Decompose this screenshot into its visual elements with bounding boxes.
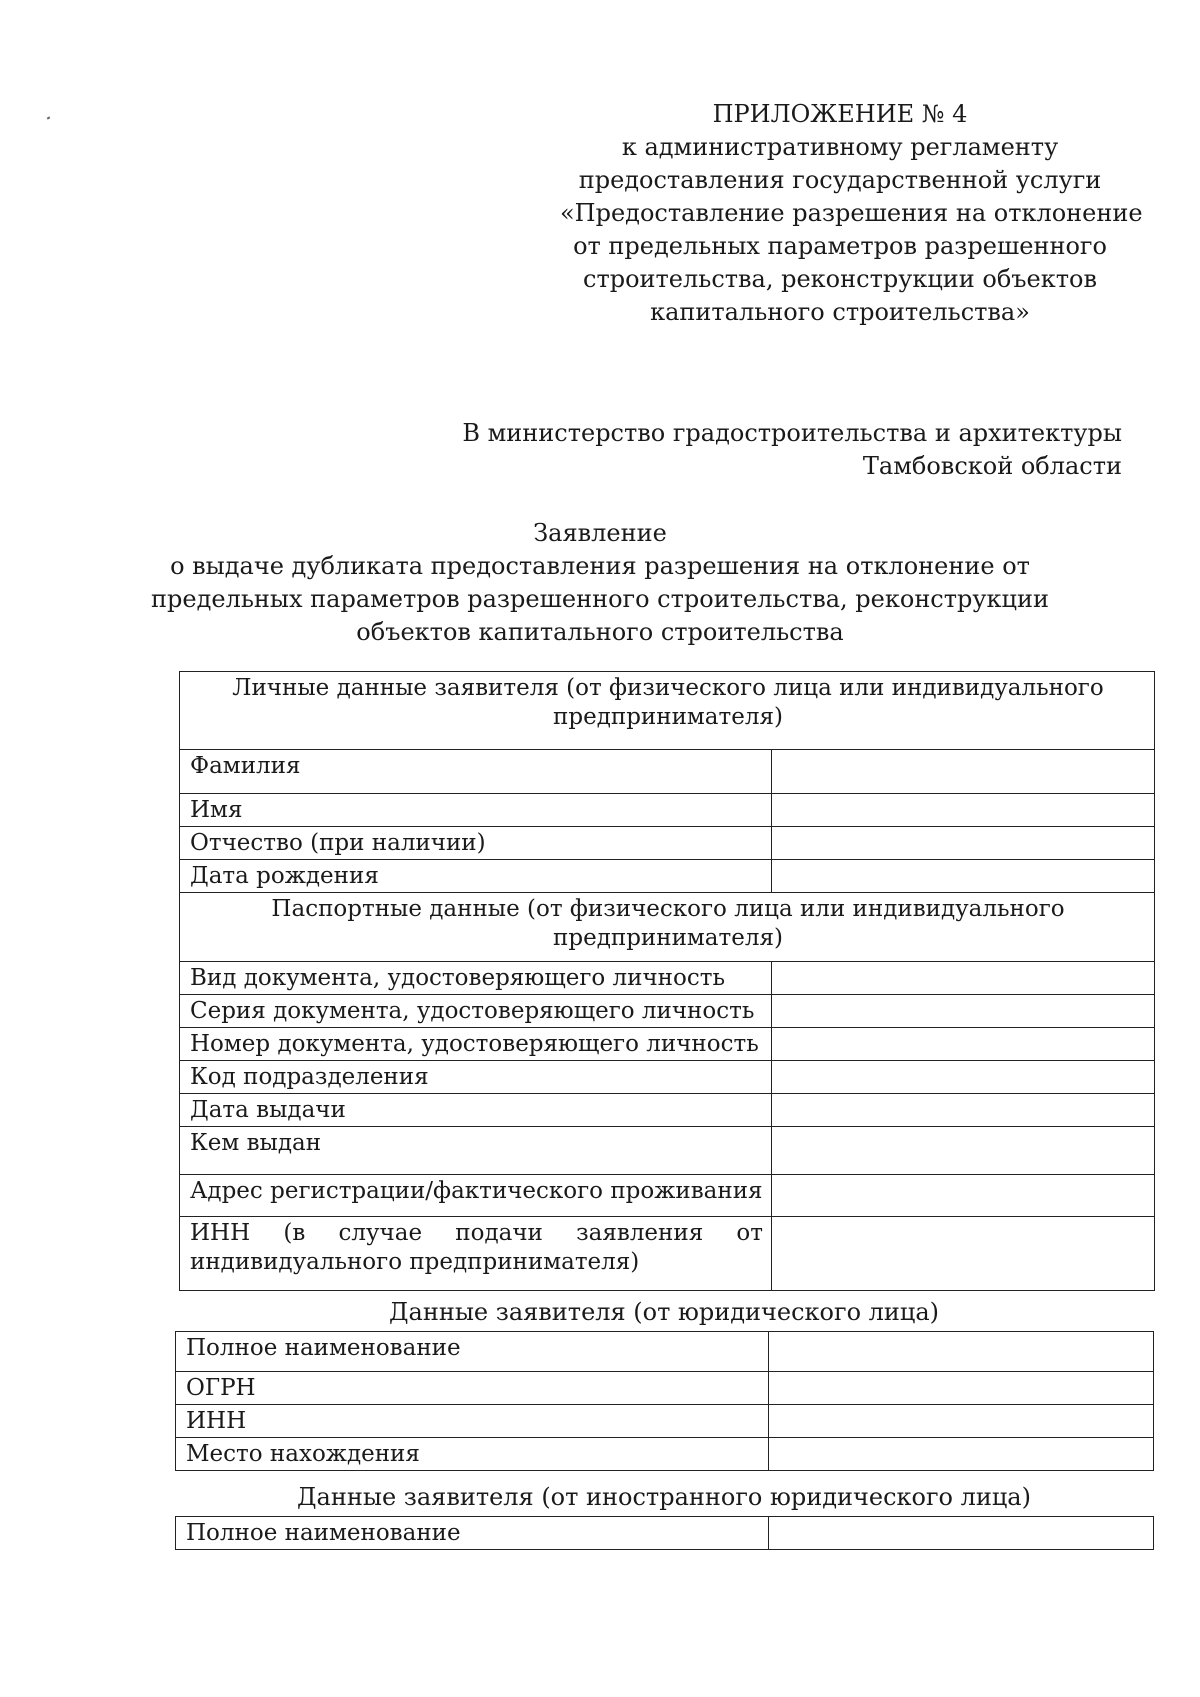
field-label: Номер документа, удостоверяющего личность xyxy=(180,1028,772,1061)
legal-entity-table xyxy=(175,1331,1154,1471)
field-label: Фамилия xyxy=(180,750,772,794)
table-row xyxy=(180,860,1155,893)
annex-line: к административному регламенту xyxy=(621,133,1059,161)
field-label: Имя xyxy=(180,794,772,827)
location-field[interactable] xyxy=(769,1438,1154,1471)
field-label: Отчество (при наличии) xyxy=(180,827,772,860)
table-row xyxy=(176,1372,1154,1405)
document-title-line: о выдаче дубликата предоставления разрешения на отклонение от xyxy=(170,552,1030,580)
field-label: Адрес регистрации/фактического проживания xyxy=(180,1175,772,1217)
table-row xyxy=(180,1028,1155,1061)
field-label: Место нахождения xyxy=(176,1438,769,1471)
annex-line: предоставления государственной услуги xyxy=(578,166,1102,194)
registration-address-field[interactable] xyxy=(772,1175,1155,1217)
addressee xyxy=(462,417,1122,483)
table-row xyxy=(176,1405,1154,1438)
first-name-field[interactable] xyxy=(772,794,1155,827)
individual-inn-field[interactable] xyxy=(772,1217,1155,1291)
document-title-main: Заявление xyxy=(533,519,667,547)
table-row xyxy=(176,1438,1154,1471)
table-row xyxy=(176,1517,1154,1550)
legal-entity-heading: Данные заявителя (от юридического лица) xyxy=(389,1298,939,1326)
patronymic-field[interactable] xyxy=(772,827,1155,860)
field-label: Полное наименование xyxy=(176,1517,769,1550)
foreign-entity-table xyxy=(175,1516,1154,1550)
document-title xyxy=(150,517,1050,649)
field-label: ИНН (в случае подачи заявления от индивидуального предпринимателя) xyxy=(180,1217,772,1291)
annex-line: строительства, реконструкции объектов xyxy=(583,265,1097,293)
division-code-field[interactable] xyxy=(772,1061,1155,1094)
table-row xyxy=(180,1175,1155,1217)
passport-data-header: Паспортные данные (от физического лица или индивидуального предпринимателя) xyxy=(180,893,1155,962)
annex-header xyxy=(560,98,1143,329)
field-label: Дата рождения xyxy=(180,860,772,893)
table-row xyxy=(180,827,1155,860)
table-row xyxy=(180,1061,1155,1094)
table-row xyxy=(180,962,1155,995)
field-label: Вид документа, удостоверяющего личность xyxy=(180,962,772,995)
foreign-full-name-field[interactable] xyxy=(769,1517,1154,1550)
foreign-entity-heading: Данные заявителя (от иностранного юридического лица) xyxy=(297,1483,1031,1511)
table-row xyxy=(180,1127,1155,1175)
addressee-line: Тамбовской области xyxy=(862,452,1122,480)
id-document-type-field[interactable] xyxy=(772,962,1155,995)
annex-line: «Предоставление разрешения на отклонение xyxy=(560,199,1143,227)
legal-inn-field[interactable] xyxy=(769,1405,1154,1438)
ogrn-field[interactable] xyxy=(769,1372,1154,1405)
scan-speck xyxy=(47,116,51,119)
surname-field[interactable] xyxy=(772,750,1155,794)
id-document-series-field[interactable] xyxy=(772,995,1155,1028)
legal-full-name-field[interactable] xyxy=(769,1332,1154,1372)
field-label: Серия документа, удостоверяющего личность xyxy=(180,995,772,1028)
table-row xyxy=(180,672,1155,750)
table-row xyxy=(180,995,1155,1028)
table-row xyxy=(180,1217,1155,1291)
table-row xyxy=(180,750,1155,794)
document-title-line: предельных параметров разрешенного строительства, реконструкции xyxy=(151,585,1049,613)
field-label: Кем выдан xyxy=(180,1127,772,1175)
field-label: Код подразделения xyxy=(180,1061,772,1094)
document-title-line: объектов капитального строительства xyxy=(356,618,844,646)
field-label: ИНН xyxy=(176,1405,769,1438)
table-row xyxy=(180,794,1155,827)
addressee-line: В министерство градостроительства и архитектуры xyxy=(462,419,1122,447)
annex-line: от предельных параметров разрешенного xyxy=(573,232,1107,260)
table-row xyxy=(176,1332,1154,1372)
annex-line: капитального строительства» xyxy=(650,298,1030,326)
table-row xyxy=(180,893,1155,962)
id-document-number-field[interactable] xyxy=(772,1028,1155,1061)
birth-date-field[interactable] xyxy=(772,860,1155,893)
issued-by-field[interactable] xyxy=(772,1127,1155,1175)
individual-applicant-table xyxy=(179,671,1155,1291)
field-label: Дата выдачи xyxy=(180,1094,772,1127)
field-label: Полное наименование xyxy=(176,1332,769,1372)
annex-title: ПРИЛОЖЕНИЕ № 4 xyxy=(712,100,968,128)
issue-date-field[interactable] xyxy=(772,1094,1155,1127)
field-label: ОГРН xyxy=(176,1372,769,1405)
personal-data-header: Личные данные заявителя (от физического лица или индивидуального предпринимателя) xyxy=(180,672,1155,750)
table-row xyxy=(180,1094,1155,1127)
